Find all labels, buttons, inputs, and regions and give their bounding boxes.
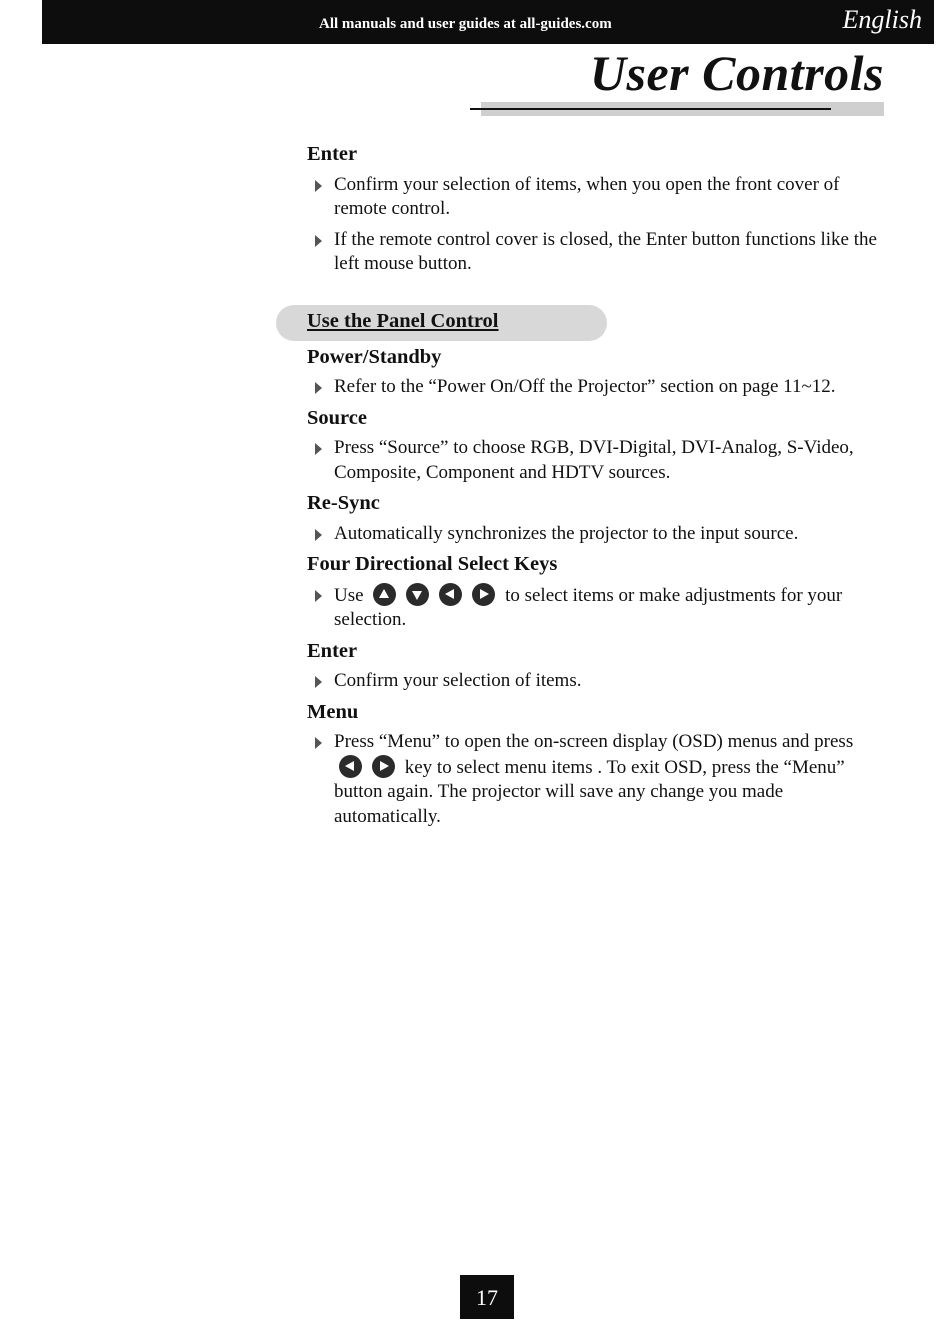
list-item (307, 522, 877, 547)
bullet-arrow-icon (315, 529, 322, 541)
enter-heading-panel: Enter (307, 639, 358, 662)
list-item (307, 669, 877, 694)
site-text: All manuals and user guides at all-guides.com (319, 16, 612, 32)
resync-heading: Re-Sync (307, 492, 380, 514)
up-arrow-key-icon (373, 583, 396, 606)
bullet-text: If the remote control cover is closed, the Enter button functions like the left mouse button. (334, 228, 877, 274)
source-heading: Source (307, 406, 367, 429)
language-label: English (842, 5, 922, 34)
list-item (307, 173, 877, 222)
page-number: 17 (460, 1275, 514, 1319)
list-item (307, 436, 877, 485)
enter-heading: Enter (307, 143, 358, 165)
bullet-arrow-icon (315, 590, 322, 602)
section-title: Use the Panel Control (307, 309, 499, 332)
list-item (307, 583, 877, 633)
bullet-arrow-icon (315, 676, 322, 688)
bullet-text-post: key to select menu items . To exit OSD, press the “Menu” button again. The projector will save any change you made automatically. (334, 756, 845, 827)
bullet-text: Refer to the “Power On/Off the Projector” section on page 11~12. (334, 376, 836, 397)
power-standby-heading: Power/Standby (307, 345, 442, 368)
top-banner (42, 0, 934, 44)
bullet-text-post: to select items or make adjustments for your selection. (334, 584, 843, 630)
bullet-text: Automatically synchronizes the projector to the input source. (334, 522, 799, 544)
menu-heading: Menu (307, 700, 359, 723)
bullet-arrow-icon (315, 443, 322, 455)
directional-keys-heading: Four Directional Select Keys (307, 553, 558, 575)
bullet-arrow-icon (315, 180, 322, 192)
list-item (307, 375, 877, 400)
bullet-text-pre: Use (334, 584, 364, 606)
bullet-text: Confirm your selection of items. (334, 670, 582, 691)
title-underline-rule (470, 108, 831, 110)
page-title: User Controls (589, 45, 884, 101)
bullet-arrow-icon (315, 382, 322, 394)
right-arrow-key-icon (472, 583, 495, 606)
bullet-text-pre: Press “Menu” to open the on-screen display (OSD) menus and press (334, 731, 854, 752)
left-arrow-key-icon (439, 583, 462, 606)
bullet-text: Press “Source” to choose RGB, DVI-Digital, DVI-Analog, S-Video, Composite, Component and HDTV sources. (334, 437, 854, 483)
list-item (307, 730, 877, 829)
left-arrow-key-icon (339, 755, 362, 778)
bullet-arrow-icon (315, 737, 322, 749)
down-arrow-key-icon (406, 583, 429, 606)
main-content (307, 142, 877, 835)
section-header (276, 305, 607, 341)
right-arrow-key-icon (372, 755, 395, 778)
bullet-text: Confirm your selection of items, when you open the front cover of remote control. (334, 173, 840, 219)
list-item (307, 228, 877, 277)
bullet-arrow-icon (315, 235, 322, 247)
